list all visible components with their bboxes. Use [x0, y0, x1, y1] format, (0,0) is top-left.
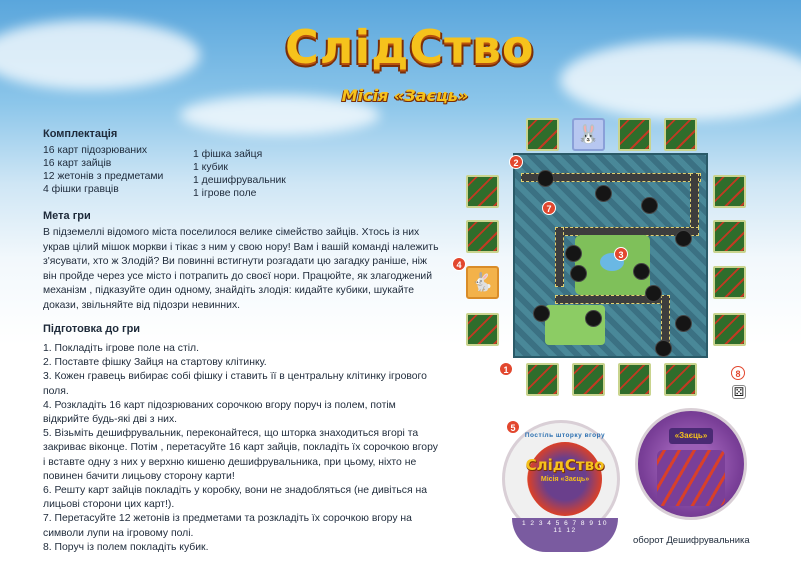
decoder-numbers: 1 2 3 4 5 6 7 8 9 10 11 12: [521, 520, 609, 534]
decoder-back[interactable]: [635, 408, 747, 528]
decoder-tab: «Заєць»: [669, 428, 713, 444]
marker-7: 7: [542, 201, 556, 215]
contents-list: [43, 144, 443, 204]
setup-step: 6. Решту карт зайців покладіть у коробку, вони не знадобляться (не дивіться на лицьові сторони цих карт!).: [43, 485, 427, 511]
magnifier-slot[interactable]: [585, 310, 602, 327]
suspect-card[interactable]: [713, 175, 746, 208]
magnifier-slot[interactable]: [655, 340, 672, 357]
setup-step: 4. Розкладіть 16 карт підозрюваних сорочкою вгору поруч із полем, потім відкрийте будь-які дві з них.: [43, 399, 396, 426]
suspect-card[interactable]: [572, 363, 605, 396]
pepper-pattern: [657, 450, 725, 506]
rules-text: [43, 128, 443, 555]
magnifier-slot[interactable]: [537, 170, 554, 187]
suspect-card[interactable]: [618, 118, 651, 151]
setup-step: 8. Поруч із полем покладіть кубик.: [43, 541, 209, 553]
suspect-card[interactable]: [664, 118, 697, 151]
contents-item: 16 карт підозрюваних: [43, 145, 148, 156]
magnifier-slot[interactable]: [570, 265, 587, 282]
magnifier-slot[interactable]: [645, 285, 662, 302]
magnifier-slot[interactable]: [675, 230, 692, 247]
setup-heading: Підготовка до гри: [43, 323, 141, 335]
suspect-card[interactable]: [466, 175, 499, 208]
suspect-card-open[interactable]: [572, 118, 605, 151]
decoder-logo: СлідСтво: [525, 456, 605, 474]
hare-icon: 🐰: [577, 124, 600, 144]
die-icon[interactable]: ⚄: [733, 385, 745, 399]
cloud: [560, 40, 801, 120]
contents-item: 4 фішки гравців: [43, 184, 119, 195]
suspect-card-open[interactable]: [466, 266, 499, 299]
marker-4: 4: [452, 257, 466, 271]
magnifier-slot[interactable]: [675, 315, 692, 332]
magnifier-slot[interactable]: [565, 245, 582, 262]
suspect-card[interactable]: [526, 118, 559, 151]
magnifier-slot[interactable]: [641, 197, 658, 214]
road: [690, 173, 699, 233]
magnifier-slot[interactable]: [533, 305, 550, 322]
contents-heading: Комплектація: [43, 128, 118, 140]
logo-title: СлідСтво: [285, 20, 535, 74]
contents-item: 1 ігрове поле: [193, 188, 257, 199]
game-board: [513, 153, 708, 358]
decoder-front[interactable]: [506, 420, 616, 555]
decoder-logo-subtitle: Місія «Заєць»: [540, 476, 590, 483]
goal-heading: Мета гри: [43, 210, 91, 222]
game-logo: [285, 20, 535, 120]
setup-step: 7. Перетасуйте 12 жетонів із предметами та розкладіть їх сорочкою вгору на символи лупи на ігровому полі.: [43, 513, 412, 539]
contents-item: 12 жетонів з предметами: [43, 171, 164, 182]
suspect-card[interactable]: [466, 220, 499, 253]
contents-item: 1 дешифрувальник: [193, 175, 286, 186]
marker-1: 1: [499, 362, 513, 376]
road: [555, 227, 564, 287]
setup-step: 2. Поставте фішку Зайця на стартову клітинку.: [43, 357, 267, 369]
suspect-card[interactable]: [713, 313, 746, 346]
contents-item: 1 кубик: [193, 162, 228, 173]
hare-icon: 🐇: [471, 272, 494, 292]
suspect-card[interactable]: [526, 363, 559, 396]
suspect-card[interactable]: [618, 363, 651, 396]
decoder-instruction: Постíль шторку вгору: [524, 432, 606, 439]
marker-8: 8: [731, 366, 745, 380]
magnifier-slot[interactable]: [633, 263, 650, 280]
cloud: [0, 20, 200, 90]
logo-subtitle: Місія «Заєць»: [341, 86, 469, 105]
magnifier-slot[interactable]: [595, 185, 612, 202]
contents-item: 16 карт зайців: [43, 158, 112, 169]
suspect-card[interactable]: [713, 266, 746, 299]
setup-steps: [43, 342, 443, 555]
marker-3: 3: [614, 247, 628, 261]
suspect-card[interactable]: [466, 313, 499, 346]
marker-2: 2: [509, 155, 523, 169]
goal-paragraph: В підземеллі відомого міста поселилося велике сімейство зайців. Хтось із них украв цілий мішок моркви і тікає з ним у свою нору! Вам і вашій команді належить з'ясувати, хто ж Злодій? Ви повинні встигнути розгадати цю загадку раніше, ніж він пройде через усе місто і потрапить до своєї нори. Працюйте, як злагоджений механізм , підказуйте один одному, знайдіть злодія: кидайте кубики, шукайте докази, звільняйте від підозри невинних.: [43, 227, 439, 311]
setup-step: 1. Покладіть ігрове поле на стіл.: [43, 343, 199, 354]
setup-step: 3. Кожен гравець вибирає собі фішку і ставить її в центральну клітинку ігрового поля.: [43, 371, 427, 397]
suspect-card[interactable]: [664, 363, 697, 396]
decoder-caption: оборот Дешифрувальника: [633, 535, 750, 546]
marker-5: 5: [506, 420, 520, 434]
setup-step: 5. Візьміть дешифрувальник, переконайтеся, що шторка знаходиться вгорі та закриває віконце. Потім , перетасуйте 16 карт зайців, покладіть їх сорочкою вгору і вставте одну з них у верхню кишеню дешифрувальника, при цьому, ніхто не повинен бачити лицьову сторону карти!: [43, 428, 438, 482]
suspect-card[interactable]: [713, 220, 746, 253]
contents-item: 1 фішка зайця: [193, 149, 263, 160]
